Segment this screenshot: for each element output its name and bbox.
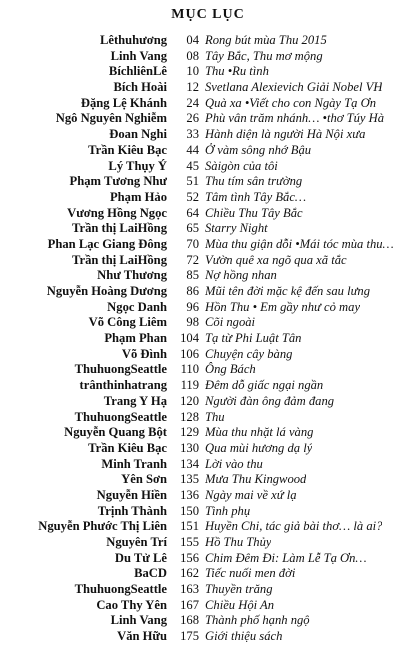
toc-entry <box>0 378 416 394</box>
toc-author: Nguyễn Hiền <box>96 487 167 502</box>
toc-work-title: Svetlana Alexievich Giải Nobel VH <box>205 80 383 95</box>
toc-work-title: Chim Đêm Đi: Làm Lễ Tạ Ơn… <box>205 550 367 565</box>
toc-page-number: 104 <box>180 331 199 346</box>
toc-author: Võ Đình <box>121 346 167 361</box>
toc-author: Trang Y Hạ <box>103 393 167 408</box>
toc-work-title: Tiếc nuối men đời <box>205 566 296 581</box>
toc-entry <box>0 551 416 567</box>
toc-author: Phạm Tương Như <box>69 174 167 189</box>
toc-work-title: Mùa thu nhặt lá vàng <box>205 425 314 440</box>
toc-entry <box>0 331 416 347</box>
toc-page-number: 08 <box>186 48 199 63</box>
toc-author: Nguyễn Phước Thị Liên <box>38 519 167 534</box>
toc-entry <box>0 504 416 520</box>
toc-work-title: Tình phụ <box>205 503 251 518</box>
toc-entry <box>0 362 416 378</box>
toc-entry <box>0 347 416 363</box>
toc-entry <box>0 315 416 331</box>
toc-work-title: Chiều Hội An <box>205 597 275 612</box>
toc-entry <box>0 64 416 80</box>
toc-author: ThuhuongSeattle <box>74 582 167 597</box>
toc-author: Phạm Hảo <box>109 189 167 204</box>
toc-entry <box>0 519 416 535</box>
toc-page-number: 26 <box>186 111 199 126</box>
toc-entry <box>0 598 416 614</box>
toc-entry <box>0 425 416 441</box>
toc-page-number: 163 <box>180 582 199 597</box>
toc-entry <box>0 300 416 316</box>
toc-work-title: Thu tím sân trường <box>205 174 303 189</box>
toc-page-number: 64 <box>186 205 199 220</box>
toc-page-number: 52 <box>186 189 199 204</box>
toc-page-number: 156 <box>180 550 199 565</box>
toc-page-number: 44 <box>186 142 199 157</box>
toc-work-title: Mưa Thu Kingwood <box>205 472 307 487</box>
toc-page-number: 162 <box>180 566 199 581</box>
toc-author: Yên Sơn <box>121 472 167 487</box>
table-of-contents <box>0 33 416 645</box>
toc-author: Linh Vang <box>110 48 167 63</box>
toc-author: BíchliênLê <box>108 64 167 79</box>
toc-entry <box>0 174 416 190</box>
toc-author: Phan Lạc Giang Đông <box>47 236 167 251</box>
toc-work-title: Hồ Thu Thủy <box>205 535 272 549</box>
toc-author: Trần Kiêu Bạc <box>88 440 167 455</box>
toc-work-title: Thu <box>205 409 225 424</box>
toc-work-title: Chiều Thu Tây Bắc <box>205 205 303 220</box>
toc-page-number: 128 <box>180 409 199 424</box>
toc-entry <box>0 127 416 143</box>
toc-page-number: 70 <box>186 236 199 251</box>
toc-work-title: Cõi ngoài <box>205 315 256 330</box>
toc-work-title: Sàigòn của tôi <box>205 158 278 173</box>
toc-page-number: 33 <box>186 127 199 142</box>
toc-author: Lêthuhương <box>99 33 167 47</box>
toc-work-title: Hành diện là người Hà Nội xưa <box>205 127 366 142</box>
toc-work-title: Phù vân trăm nhánh… •thơ Túy Hà <box>205 111 385 126</box>
toc-author: Trịnh Thành <box>97 503 167 518</box>
toc-work-title: Chuyện cây bàng <box>205 346 293 361</box>
toc-entry <box>0 49 416 65</box>
toc-work-title: Vườn quê xa ngõ qua xã tắc <box>205 252 347 267</box>
toc-entry <box>0 457 416 473</box>
toc-page-number: 45 <box>186 158 199 173</box>
toc-page-number: 119 <box>180 378 199 393</box>
toc-work-title: Ở vàm sông nhớ Bậu <box>205 142 312 157</box>
toc-page-number: 24 <box>186 95 199 110</box>
toc-work-title: Mũi tên đời mặc kệ đến sau lưng <box>205 284 371 298</box>
toc-page-number: 130 <box>180 440 199 455</box>
toc-author: Lý Thụy Ý <box>108 158 167 173</box>
toc-page-number: 106 <box>180 346 199 361</box>
toc-work-title: Tạ từ Phi Luật Tân <box>205 331 302 346</box>
toc-entry <box>0 535 416 551</box>
toc-author: Nguyễn Hoàng Dương <box>46 284 167 298</box>
toc-page-number: 135 <box>180 472 199 487</box>
toc-work-title: Ngày mai về xứ lạ <box>205 487 297 502</box>
toc-author: Trần thị LaiHồng <box>72 221 167 236</box>
toc-work-title: Thành phố hạnh ngộ <box>205 613 310 628</box>
toc-page-number: 96 <box>186 299 199 314</box>
toc-entry <box>0 410 416 426</box>
toc-author: Cao Thy Yên <box>96 597 167 612</box>
toc-entry <box>0 394 416 410</box>
toc-page-number: 129 <box>180 425 199 440</box>
toc-work-title: Thu •Ru tình <box>205 64 269 79</box>
toc-work-title: Mùa thu giận dỗi •Mái tóc mùa thu… <box>205 236 394 251</box>
toc-page-number: 134 <box>180 456 199 471</box>
toc-work-title: Tây Bắc, Thu mơ mộng <box>205 48 323 63</box>
toc-author: Văn Hữu <box>117 629 167 644</box>
toc-author: Ngô Nguyên Nghiễm <box>55 111 167 126</box>
toc-page-number: 175 <box>180 629 199 644</box>
toc-entry <box>0 566 416 582</box>
toc-page-number: 65 <box>186 221 199 236</box>
toc-entry <box>0 472 416 488</box>
toc-author: trânthinhatrang <box>79 378 167 393</box>
toc-page-number: 51 <box>186 174 199 189</box>
toc-work-title: Hồn Thu • Em gầy như cỏ may <box>205 299 361 314</box>
toc-author: ThuhuongSeattle <box>74 409 167 424</box>
toc-entry <box>0 284 416 300</box>
toc-author: Phạm Phan <box>104 331 167 346</box>
toc-page-number: 120 <box>180 393 199 408</box>
toc-entry <box>0 268 416 284</box>
toc-entry <box>0 613 416 629</box>
toc-entry <box>0 488 416 504</box>
toc-work-title: Ông Bách <box>205 362 256 377</box>
toc-author: Nguyên Trí <box>106 535 167 549</box>
toc-author: Du Tử Lê <box>114 550 167 565</box>
toc-entry <box>0 159 416 175</box>
toc-work-title: Quà xa •Viết cho con Ngày Tạ Ơn <box>205 95 377 110</box>
toc-entry <box>0 629 416 645</box>
page-title: MỤC LỤC <box>171 7 245 22</box>
toc-page-number: 86 <box>186 284 199 298</box>
toc-work-title: Người đàn ông đảm đang <box>205 393 335 408</box>
toc-work-title: Thuyền trăng <box>205 582 273 597</box>
toc-page-number: 151 <box>180 519 199 534</box>
toc-entry <box>0 143 416 159</box>
toc-page-number: 98 <box>186 315 199 330</box>
toc-work-title: Qua mùi hương dạ lý <box>205 440 313 455</box>
toc-work-title: Giới thiệu sách <box>205 629 283 644</box>
toc-author: Vương Hồng Ngọc <box>67 205 167 220</box>
toc-author: Đặng Lệ Khánh <box>80 95 167 110</box>
toc-work-title: Đêm dỗ giấc ngại ngần <box>205 378 324 393</box>
toc-page-number: 85 <box>186 268 199 283</box>
toc-author: ThuhuongSeattle <box>74 362 167 377</box>
toc-author: Võ Công Liêm <box>88 315 167 330</box>
toc-page-number: 04 <box>186 33 199 47</box>
toc-author: Minh Tranh <box>101 456 167 471</box>
toc-entry <box>0 111 416 127</box>
toc-page-number: 167 <box>180 597 199 612</box>
toc-entry <box>0 33 416 49</box>
toc-entry <box>0 253 416 269</box>
toc-author: Như Thương <box>97 268 167 283</box>
toc-entry <box>0 582 416 598</box>
toc-entry <box>0 80 416 96</box>
toc-author: BaCD <box>134 566 167 581</box>
toc-work-title: Lời vào thu <box>205 456 263 471</box>
toc-page-number: 10 <box>186 64 199 79</box>
toc-author: Trần Kiêu Bạc <box>88 142 167 157</box>
toc-page-number: 136 <box>180 487 199 502</box>
toc-page-number: 110 <box>180 362 199 377</box>
toc-page-number: 155 <box>180 535 199 549</box>
toc-author: Ngọc Danh <box>107 299 167 314</box>
toc-author: Trần thị LaiHồng <box>72 252 167 267</box>
toc-entry <box>0 206 416 222</box>
toc-page-number: 72 <box>186 252 199 267</box>
toc-work-title: Tâm tình Tây Bắc… <box>205 189 307 204</box>
toc-page-number: 12 <box>186 80 199 95</box>
toc-entry <box>0 221 416 237</box>
toc-author: Nguyễn Quang Bột <box>64 425 167 440</box>
toc-work-title: Huyền Chi, tác giả bài thơ… là ai? <box>205 519 383 534</box>
toc-entry <box>0 190 416 206</box>
toc-entry <box>0 441 416 457</box>
toc-entry <box>0 237 416 253</box>
toc-author: Đoan Nghi <box>109 127 167 142</box>
toc-entry <box>0 96 416 112</box>
toc-author: Bích Hoài <box>113 80 167 95</box>
toc-work-title: Rong bút mùa Thu 2015 <box>205 33 327 47</box>
toc-page-number: 168 <box>180 613 199 628</box>
toc-page-number: 150 <box>180 503 199 518</box>
toc-work-title: Nợ hồng nhan <box>205 268 277 283</box>
toc-author: Linh Vang <box>110 613 167 628</box>
toc-work-title: Starry Night <box>205 221 268 236</box>
